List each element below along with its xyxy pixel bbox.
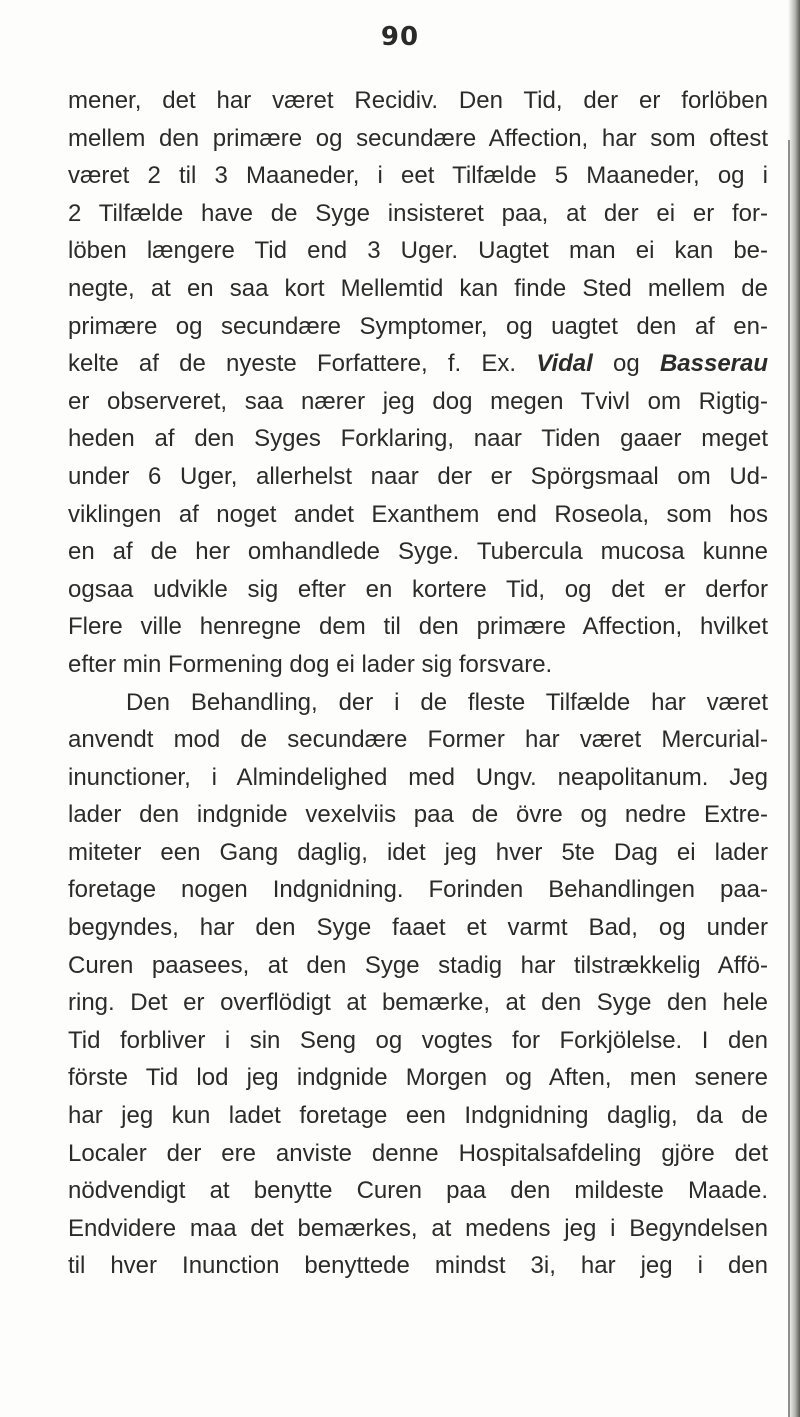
- text-line: löben længere Tid end 3 Uger. Uagtet man ei kan be-: [68, 237, 768, 265]
- text-line: nödvendigt at benytte Curen paa den mildeste Maade.: [68, 1177, 768, 1205]
- author-name: Basserau: [659, 350, 769, 378]
- text-line: foretage nogen Indgnidning. Forinden Behandlingen paa-: [68, 876, 768, 904]
- paragraph-end-line: efter min Formening dog ei lader sig forsvare.: [68, 650, 553, 678]
- text-line: mellem den primære og secundære Affection, har som oftest: [68, 124, 768, 152]
- text-line: ring. Det er overflödigt at bemærke, at den Syge den hele: [68, 989, 768, 1017]
- text-line: negte, at en saa kort Mellemtid kan finde Sted mellem de: [68, 274, 768, 302]
- text-line-with-authors: [68, 345, 768, 383]
- conjunction: og: [613, 350, 640, 378]
- text-line: inunctioner, i Almindelighed med Ungv. neapolitanum. Jeg: [68, 763, 768, 791]
- text-line: viklingen af noget andet Exanthem end Roseola, som hos: [68, 500, 768, 528]
- text-line: er observeret, saa nærer jeg dog megen Tvivl om Rigtig-: [68, 387, 768, 415]
- text-line-prefix: kelte af de nyeste Forfattere, f. Ex.: [68, 350, 517, 378]
- text-line: lader den indgnide vexelviis paa de övre og nedre Extre-: [68, 801, 768, 829]
- body-text: [68, 82, 768, 1285]
- text-line: anvendt mod de secundære Former har været Mercurial-: [68, 726, 768, 754]
- page-edge-shadow: [788, 0, 800, 1417]
- text-line: Endvidere maa det bemærkes, at medens jeg i Begyndelsen: [68, 1214, 768, 1242]
- text-line: til hver Inunction benyttede mindst 3i, har jeg i den: [68, 1252, 768, 1280]
- text-line: miteter een Gang daglig, idet jeg hver 5te Dag ei lader: [68, 838, 768, 866]
- text-line: förste Tid lod jeg indgnide Morgen og Aften, men senere: [68, 1064, 768, 1092]
- text-line: Localer der ere anviste denne Hospitalsafdeling gjöre det: [68, 1139, 768, 1167]
- text-line: begyndes, har den Syge faaet et varmt Bad, og under: [68, 914, 768, 942]
- text-line: været 2 til 3 Maaneder, i eet Tilfælde 5 Maaneder, og i: [68, 162, 768, 190]
- text-line: Tid forbliver i sin Seng og vogtes for Forkjölelse. I den: [68, 1026, 768, 1054]
- text-line: heden af den Syges Forklaring, naar Tiden gaaer meget: [68, 425, 768, 453]
- text-line: en af de her omhandlede Syge. Tubercula mucosa kunne: [68, 538, 768, 566]
- text-line: Flere ville henregne dem til den primære Affection, hvilket: [68, 613, 768, 641]
- text-line: Curen paasees, at den Syge stadig har tilstrækkelig Affö-: [68, 951, 768, 979]
- text-line: primære og secundære Symptomer, og uagtet den af en-: [68, 312, 768, 340]
- text-line: under 6 Uger, allerhelst naar der er Spörgsmaal om Ud-: [68, 462, 768, 490]
- text-line: har jeg kun ladet foretage een Indgnidning daglig, da de: [68, 1102, 768, 1130]
- page-number: 90: [380, 22, 420, 52]
- text-line: mener, det har været Recidiv. Den Tid, der er forlöben: [68, 87, 768, 114]
- text-line: 2 Tilfælde have de Syge insisteret paa, at der ei er for-: [68, 199, 768, 227]
- text-line: ogsaa udvikle sig efter en kortere Tid, og det er derfor: [68, 575, 768, 603]
- author-name: Vidal: [536, 350, 593, 378]
- paragraph-start-line: Den Behandling, der i de fleste Tilfælde har været: [126, 688, 768, 716]
